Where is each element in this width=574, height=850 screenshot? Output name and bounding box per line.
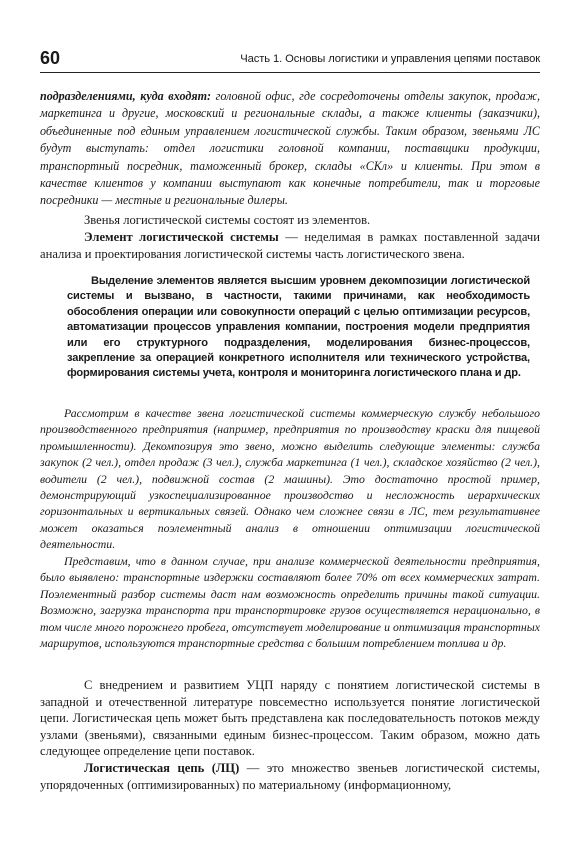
example-lead-phrase: подразделениями, куда входят: xyxy=(40,89,212,103)
definition-term-logistic-chain: Логистическая цепь (ЛЦ) xyxy=(84,761,240,775)
definition-text-element: — неделимая в рамках поставленной задачи анализа и проектирования логистической системы часть логистического звена. xyxy=(40,230,540,261)
definition-paragraph-element xyxy=(40,229,540,262)
highlighted-statement: Выделение элементов является высшим уровнем декомпозиции логистической системы и вызвано, в частности, такими причинами, как необходимость обособления операции или совокупности операций с целью оптимизации ресурсов, автоматизации процессов управления компании, построения модели предприятия или его структурного подразделения, моделирования бизнес-процессов, закрепление за операцией конкретного исполнителя или технического устройства, формирования системы учета, контроля и мониторинга логистического плана и др. xyxy=(67,275,530,380)
example-continuation-text: головной офис, где сосредоточены отделы закупок, продаж, маркетинга и другие, московский и региональные склады, а также клиенты (заказчики), объединенные под единым управлением логистической службы. Таким образом, звеньями ЛС будут выступать: отдел логистики головной компании, поставщики продукции, транспортный посредник, таможенный брокер, склады «СКл» и клиенты. При этом в качестве клиентов у компании выступают как конечные потребители, так и торговые посредники — местные и региональные дилеры. xyxy=(40,89,540,208)
example-paragraph-transport-costs: Представим, что в данном случае, при анализе коммерческой деятельности предприятия, было выявлено: транспортные издержки составляют более 70% от всех коммерческих затрат. Поэлементный разбор системы даст нам возможность определить причины такой ситуации. Возможно, загрузка транспорта при транспортировке грузов осуществляется нерационально, в том числе много порожнего пробега, отсутствует моделирование и оптимизация транспортных маршрутов, используются транспортные средства с большим потреблением топлива и др. xyxy=(40,554,540,651)
definition-term-element: Элемент логистической системы xyxy=(84,230,279,244)
header-rule xyxy=(40,72,540,73)
page-number: 60 xyxy=(40,48,61,68)
example-paragraph-commercial-service: Рассмотрим в качестве звена логистической системы коммерческую службу небольшого производственного предприятия (например, предприятия по производству краски для пищевой промышленности). Декомпозируя это звено, можно выделить следующие элементы: служба закупок (2 чел.), отдел продаж (3 чел.), служба маркетинга (1 чел.), складское хозяйство (2 чел.), водители (2 чел.), подвижной состав (2 машины). Это достаточно простой пример, демонстрирующий узкоспециализированное производство и несложность иерархических горизонтальных и вертикальных связей. Однако чем сложнее связи в ЛС, тем результативнее может оказаться поэлементный анализ в отношении оптимизации логистической деятельности. xyxy=(40,406,540,552)
example-continuation-paragraph xyxy=(40,88,540,208)
body-paragraph-elements-intro: Звенья логистической системы состоят из элементов. xyxy=(84,213,371,227)
definition-text-logistic-chain: — это множество звеньев логистической системы, упорядоченных (оптимизированных) по материальному (информационному, xyxy=(40,761,540,792)
body-paragraph-logistic-chain: С внедрением и развитием УЦП наряду с понятием логистической системы в западной и отечественной литературе повсеместно используется понятие логистической цепи. Логистическая цепь может быть представлена как последовательность потоков между узлами (звеньями), связанными единым бизнес-процессом. Таким образом, можно дать следующее определение цепи поставок. xyxy=(40,678,540,759)
running-title: Часть 1. Основы логистики и управления цепями поставок xyxy=(240,53,540,65)
definition-paragraph-logistic-chain xyxy=(40,760,540,793)
page-header xyxy=(40,48,540,70)
